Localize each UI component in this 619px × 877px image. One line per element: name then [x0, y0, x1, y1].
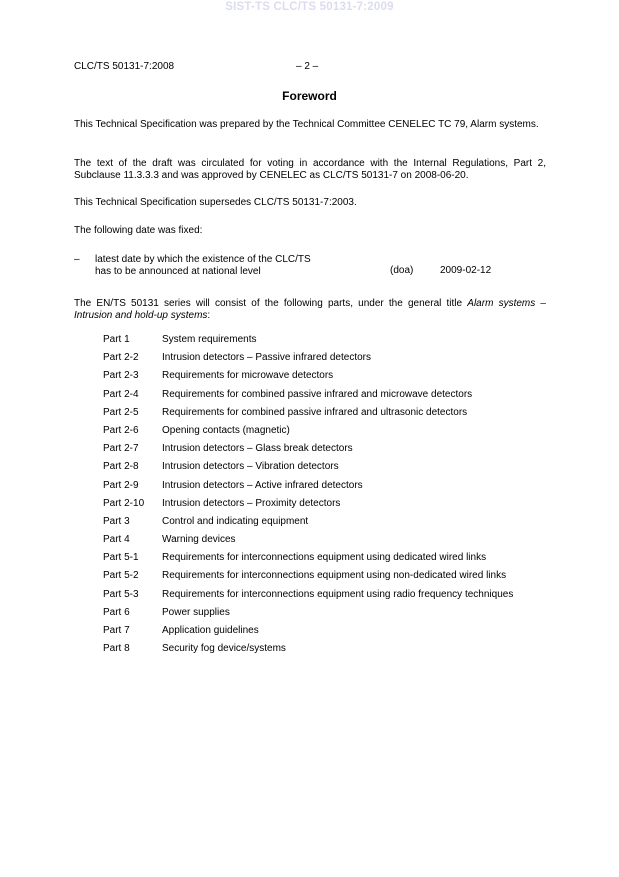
- paragraph-series: [74, 298, 546, 322]
- part-row: [103, 607, 553, 625]
- part-title: Requirements for interconnections equipment using radio frequency techniques: [162, 588, 514, 600]
- part-number: Part 2-2: [103, 352, 139, 364]
- part-row: [103, 389, 553, 407]
- part-row: [103, 480, 553, 498]
- part-number: Part 3: [103, 515, 130, 527]
- fixed-date-value: 2009-02-12: [440, 265, 492, 276]
- series-general-title: Alarm systems – Intrusion and hold-up systems: [74, 298, 546, 321]
- part-row: [103, 516, 553, 534]
- part-title: Intrusion detectors – Passive infrared detectors: [162, 352, 371, 364]
- series-intro: The EN/TS 50131 series will consist of the following parts, under the general title: [74, 298, 468, 309]
- part-title: Requirements for interconnections equipment using non-dedicated wired links: [162, 570, 507, 582]
- part-row: [103, 589, 553, 607]
- part-number: Part 5-1: [103, 552, 139, 564]
- part-row: [103, 625, 553, 643]
- part-number: Part 8: [103, 643, 130, 655]
- paragraph-supersedes: This Technical Specification supersedes CLC/TS 50131-7:2003.: [74, 197, 357, 208]
- fixed-date-description: [95, 254, 375, 277]
- page-number: – 2 –: [296, 61, 319, 72]
- fixed-date-line-2: has to be announced at national level: [95, 265, 261, 277]
- part-number: Part 2-9: [103, 479, 139, 491]
- part-title: Intrusion detectors – Active infrared detectors: [162, 479, 363, 491]
- series-end: :: [207, 310, 211, 321]
- part-title: Requirements for interconnections equipment using dedicated wired links: [162, 552, 487, 564]
- part-title: Requirements for combined passive infrared and microwave detectors: [162, 388, 473, 400]
- document-id: CLC/TS 50131-7:2008: [74, 61, 175, 72]
- parts-list: [103, 334, 553, 661]
- part-number: Part 2-7: [103, 443, 139, 455]
- part-row: [103, 370, 553, 388]
- part-number: Part 2-8: [103, 461, 139, 473]
- part-number: Part 1: [103, 334, 130, 345]
- part-row: [103, 498, 553, 516]
- paragraph-tc79: This Technical Specification was prepared by the Technical Committee CENELEC TC 79, Alarm systems.: [74, 119, 539, 130]
- part-number: Part 2-6: [103, 424, 139, 436]
- part-row: [103, 425, 553, 443]
- part-row: [103, 443, 553, 461]
- part-title: Intrusion detectors – Glass break detectors: [162, 443, 353, 455]
- part-row: [103, 552, 553, 570]
- part-row: [103, 570, 553, 588]
- part-title: System requirements: [162, 334, 257, 345]
- part-number: Part 2-4: [103, 388, 139, 400]
- part-row: [103, 407, 553, 425]
- part-number: Part 5-2: [103, 570, 139, 582]
- fixed-date-line-1: latest date by which the existence of the CLC/TS: [95, 254, 311, 265]
- part-number: Part 7: [103, 625, 130, 636]
- part-row: [103, 643, 553, 661]
- part-number: Part 2-5: [103, 406, 139, 418]
- part-number: Part 5-3: [103, 588, 139, 600]
- part-title: Intrusion detectors – Vibration detectors: [162, 461, 339, 473]
- part-row: [103, 461, 553, 479]
- part-number: Part 6: [103, 606, 130, 618]
- part-title: Intrusion detectors – Proximity detectors: [162, 497, 341, 509]
- part-title: Opening contacts (magnetic): [162, 424, 290, 436]
- paragraph-voting: The text of the draft was circulated for voting in accordance with the Internal Regulations, Part 2, Subclause 11.3.3.3 and was approved by CENELEC as CLC/TS 50131-7 on 2008-06-20.: [74, 158, 546, 181]
- part-title: Security fog device/systems: [162, 643, 286, 655]
- list-dash: –: [74, 254, 80, 265]
- part-title: Power supplies: [162, 606, 230, 618]
- fixed-date-code: (doa): [390, 265, 414, 276]
- part-title: Warning devices: [162, 534, 236, 546]
- part-number: Part 4: [103, 534, 130, 546]
- watermark: SIST-TS CLC/TS 50131-7:2009: [225, 1, 394, 13]
- part-number: Part 2-10: [103, 497, 145, 509]
- page-title: Foreword: [282, 89, 337, 103]
- part-row: [103, 334, 553, 352]
- part-title: Requirements for combined passive infrared and ultrasonic detectors: [162, 406, 468, 418]
- part-number: Part 2-3: [103, 370, 139, 382]
- part-title: Application guidelines: [162, 625, 259, 636]
- part-title: Requirements for microwave detectors: [162, 370, 334, 382]
- part-title: Control and indicating equipment: [162, 515, 309, 527]
- paragraph-date-fixed: The following date was fixed:: [74, 225, 203, 236]
- part-row: [103, 534, 553, 552]
- part-row: [103, 352, 553, 370]
